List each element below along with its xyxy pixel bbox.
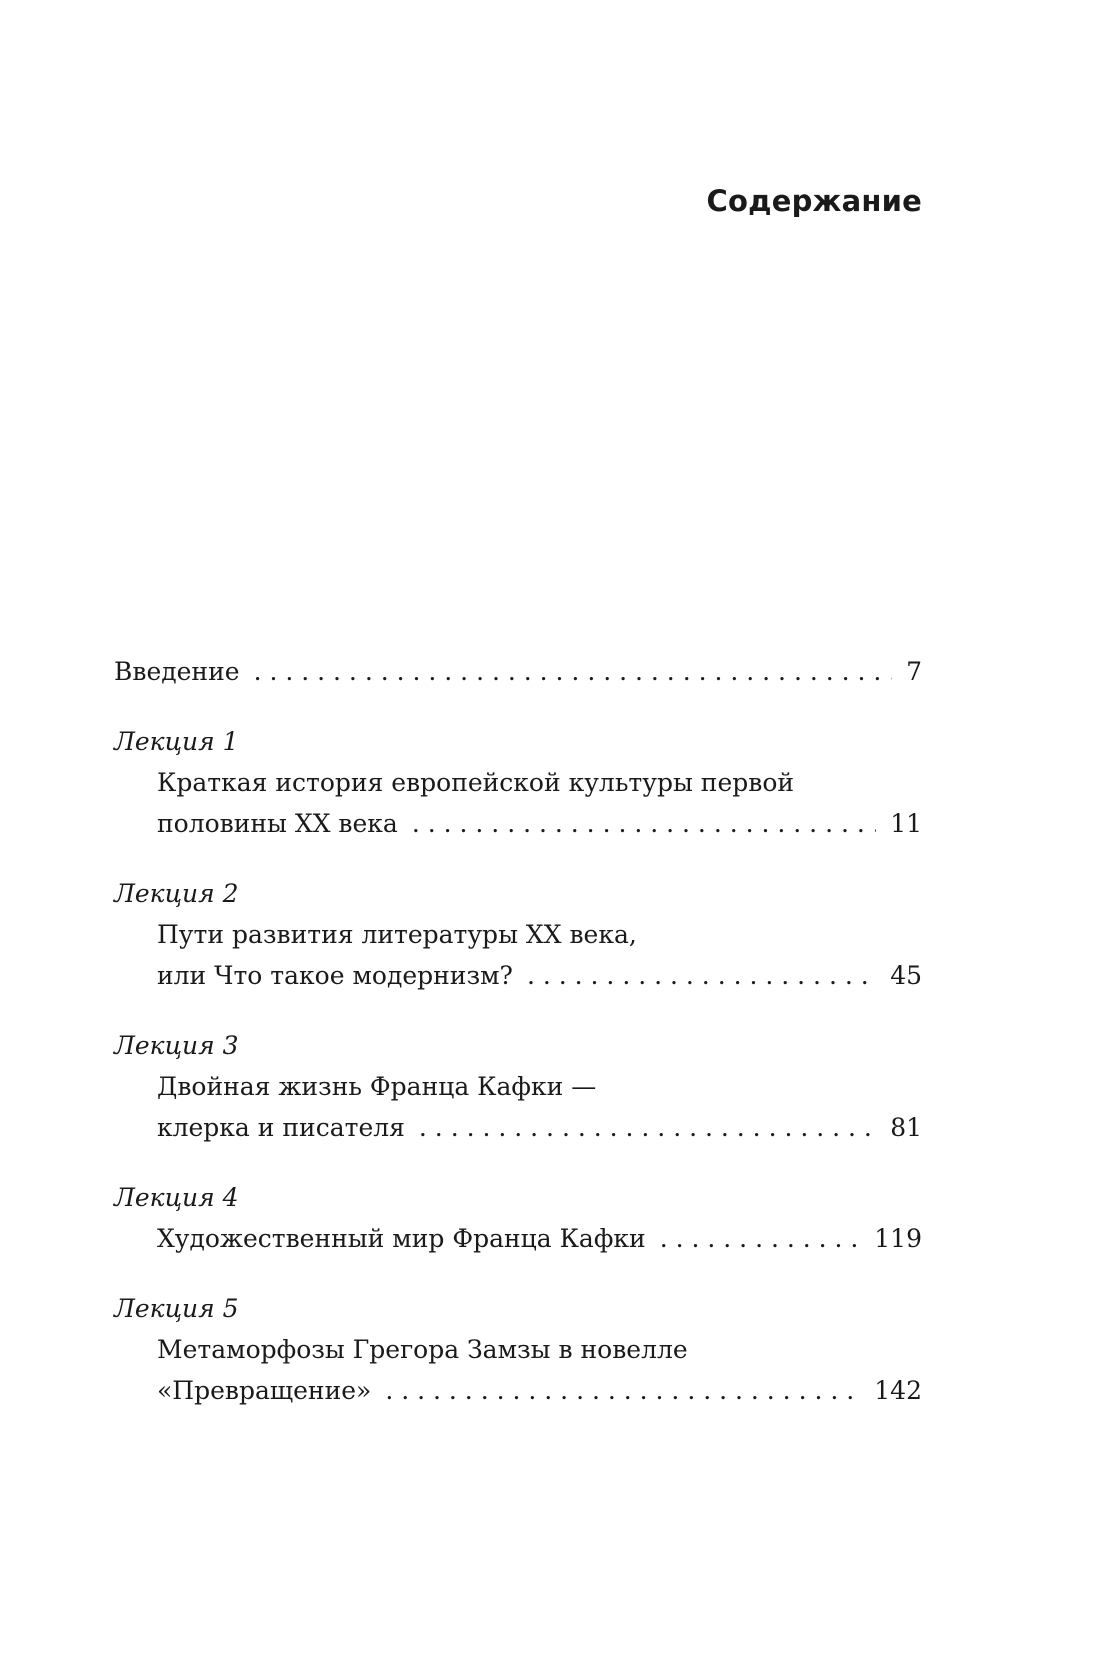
toc-page-number: 7	[906, 657, 922, 686]
toc-entry-title-line: или Что такое модернизм?	[157, 961, 513, 990]
toc-page-number: 81	[890, 1113, 922, 1142]
toc-line	[157, 915, 922, 955]
toc-page-number: 45	[890, 961, 922, 990]
toc-line	[157, 1371, 922, 1411]
toc-page-number: 119	[874, 1224, 922, 1253]
toc-entry-title: Введение	[114, 657, 240, 686]
toc-line	[157, 804, 922, 844]
lecture-label: Лекция 4	[114, 1183, 239, 1212]
toc-entry-title-line: Пути развития литературы XX века,	[157, 920, 637, 949]
toc-entry-title-line: «Превращение»	[157, 1376, 372, 1405]
toc-line	[157, 1108, 922, 1148]
toc-page-number: 142	[874, 1376, 922, 1405]
dot-leader	[660, 1219, 861, 1259]
toc-line	[157, 1219, 922, 1259]
toc-page-number: 11	[890, 809, 922, 838]
lecture-label: Лекция 2	[114, 879, 239, 908]
toc-line	[157, 1067, 922, 1107]
toc-entry-title-line: половины XX века	[157, 809, 398, 838]
lecture-label: Лекция 1	[114, 727, 239, 756]
page-title: Содержание	[706, 184, 922, 218]
toc-entry-title-line: Краткая история европейской культуры первой	[157, 768, 795, 797]
dot-leader	[385, 1371, 860, 1411]
toc-entry-title-line: Двойная жизнь Франца Кафки —	[157, 1072, 597, 1101]
toc-line	[157, 763, 922, 803]
toc-entry-title-line: Метаморфозы Грегора Замзы в новелле	[157, 1335, 688, 1364]
dot-leader	[412, 804, 876, 844]
lecture-label: Лекция 5	[114, 1294, 239, 1323]
toc-entry-title-line: Художественный мир Франца Кафки	[157, 1224, 646, 1253]
toc-entry-title-line: клерка и писателя	[157, 1113, 405, 1142]
toc-line	[114, 652, 922, 692]
toc-line	[157, 956, 922, 996]
lecture-label: Лекция 3	[114, 1031, 239, 1060]
toc-line	[157, 1330, 922, 1370]
dot-leader	[419, 1108, 876, 1148]
dot-leader	[527, 956, 876, 996]
dot-leader	[254, 652, 893, 692]
